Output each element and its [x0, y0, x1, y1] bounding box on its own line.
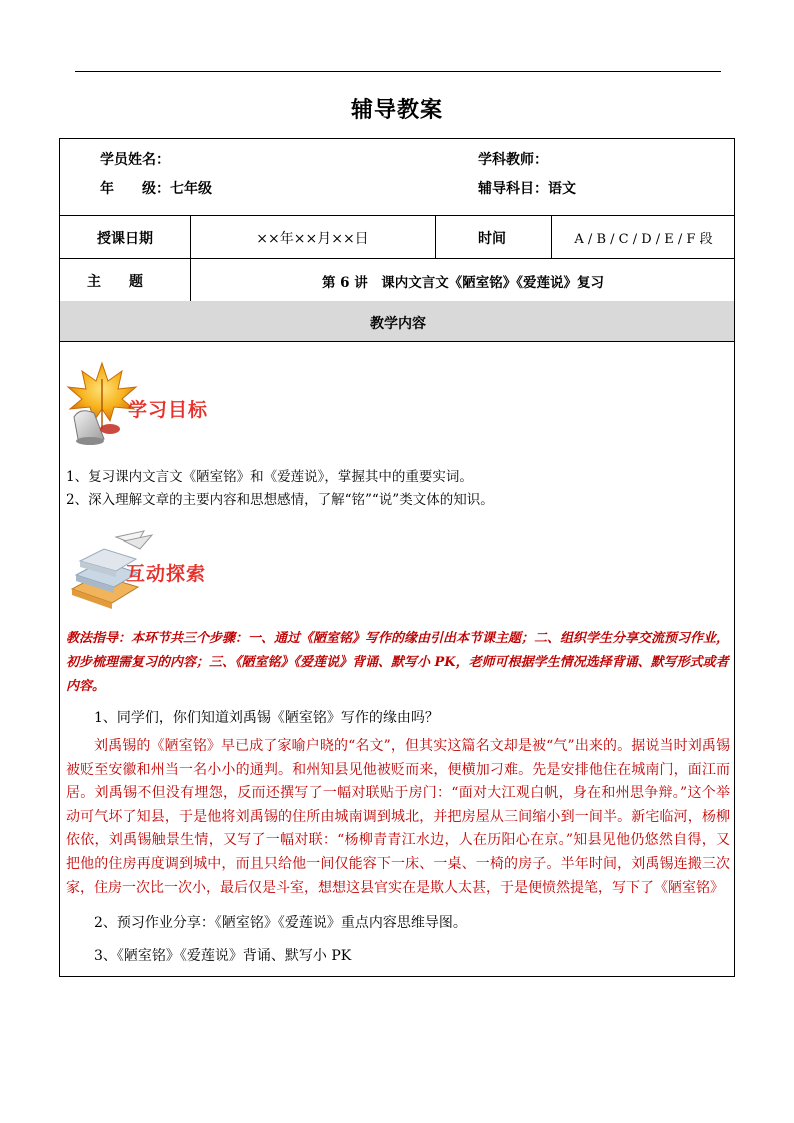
background-story: 刘禹锡的《陋室铭》早已成了家喻户晓的“名文”，但其实这篇名文却是被“气”出来的。据说当时刘禹锡被贬至安徽和州当一名小小的通判。和州知县见他被贬而来，便横加刁难。先是安排他住在城南门，面江而居。刘禹锡不但没有埋怨，反而还撰写了一幅对联贴于房门：“面对大江观白帆，身在和州思争辩。”这个举动可气坏了知县，于是他将刘禹锡的住所由城南调到城北，并把房屋从三间缩小到一间半。新宅临河，杨柳依依，刘禹锡触景生情，又写了一幅对联：“杨柳青青江水边，人在历阳心在京。”知县见他仍悠然自得，又把他的住房再度调到城中，而且只给他一间仅能容下一床、一桌、一椅的房子。半年时间，刘禹锡连搬三次家，住房一次比一次小，最后仅是斗室，想想这县官实在是欺人太甚，于是便愤然提笔，写下了《陋室铭》: [66, 738, 730, 896]
column-divider: [435, 215, 436, 258]
question-1: 1、同学们，你们知道刘禹锡《陋室铭》写作的缘由吗？: [94, 710, 439, 726]
topic-value: 第 6 讲 课内文言文《陋室铭》《爱莲说》复习: [321, 275, 605, 291]
teaching-guide: 教法指导：本环节共三个步骤：一、通过《陋室铭》写作的缘由引出本节课主题；二、组织学生分享交流预习作业，初步梳理需复习的内容；三、《陋室铭》《爱莲说》背诵、默写小 PK，老师可根据学生情况选择背诵、默写形式或者内容。: [66, 631, 730, 694]
row-divider: [60, 341, 734, 342]
subject-label: 辅导科目：语文: [478, 181, 576, 197]
explore-badge: [64, 529, 234, 611]
lesson-plan-table: [59, 138, 735, 977]
question-3: 3、《陋室铭》《爱莲说》背诵、默写小 PK: [94, 948, 352, 964]
question-2: 2、预习作业分享：《陋室铭》《爱莲说》重点内容思维导图。: [94, 915, 467, 931]
objectives-badge: [64, 359, 234, 449]
objective-item: 2、深入理解文章的主要内容和思想感情，了解“铭”“说”类文体的知识。: [66, 492, 494, 508]
grade-label: 年 级：七年级: [100, 181, 212, 197]
header-rule: [75, 71, 721, 72]
teacher-label: 学科教师：: [478, 152, 548, 168]
objectives-badge-label: 学习目标: [128, 399, 209, 421]
topic-label: 主 题: [87, 274, 143, 290]
date-label: 授课日期: [97, 231, 153, 247]
time-label: 时间: [478, 231, 506, 247]
row-divider: [60, 258, 734, 259]
content-header: 教学内容: [370, 316, 426, 332]
time-value: A / B / C / D / E / F 段: [574, 232, 713, 247]
document-title: 辅导教案: [350, 97, 443, 123]
objective-item: 1、复习课内文言文《陋室铭》和《爱莲说》，掌握其中的重要实词。: [66, 469, 473, 485]
explore-badge-label: 互动探索: [126, 563, 207, 585]
student-name-label: 学员姓名：: [100, 152, 170, 168]
row-divider: [60, 215, 734, 216]
date-value: ××年××月××日: [256, 231, 369, 247]
